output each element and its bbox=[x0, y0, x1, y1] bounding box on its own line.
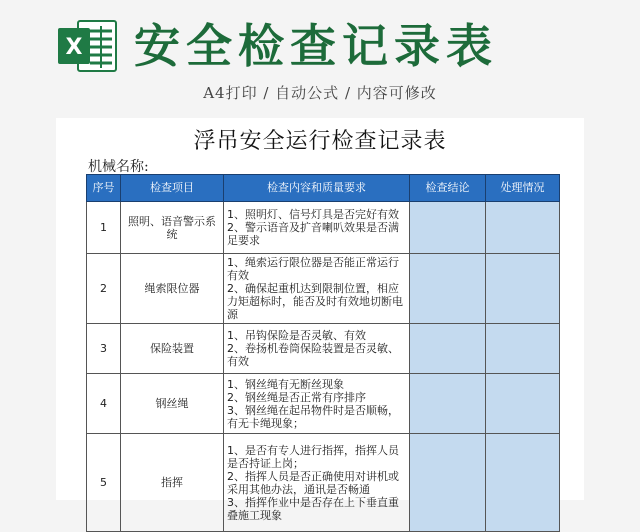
content-line: 2、确保起重机达到限制位置，相应力矩超标时，能否及时有效地切断电源 bbox=[227, 282, 403, 321]
table-row bbox=[87, 374, 560, 434]
conclusion-cell[interactable] bbox=[410, 254, 486, 324]
content-line: 3、指挥作业中是否存在上下垂直重叠施工现象 bbox=[227, 495, 399, 522]
content-line: 1、钢丝绳有无断丝现象 bbox=[227, 377, 344, 391]
row-no: 2 bbox=[87, 254, 121, 324]
content-line: 2、警示语音及扩音喇叭效果是否满足要求 bbox=[227, 221, 399, 247]
content-line: 2、卷扬机卷筒保险装置是否灵敏、有效 bbox=[227, 342, 399, 368]
row-no: 3 bbox=[87, 324, 121, 374]
handling-cell[interactable] bbox=[486, 434, 560, 532]
excel-logo-icon bbox=[56, 18, 118, 74]
conclusion-cell[interactable] bbox=[410, 374, 486, 434]
row-no: 1 bbox=[87, 202, 121, 254]
row-item: 绳索限位器 bbox=[121, 254, 224, 324]
logo-letter: X bbox=[65, 35, 83, 60]
header-conclusion: 检查结论 bbox=[410, 175, 486, 202]
table-row bbox=[87, 254, 560, 324]
row-content bbox=[224, 202, 410, 254]
conclusion-cell[interactable] bbox=[410, 434, 486, 532]
row-item: 指挥 bbox=[121, 434, 224, 532]
row-content bbox=[224, 324, 410, 374]
header-no: 序号 bbox=[87, 175, 121, 202]
handling-cell[interactable] bbox=[486, 324, 560, 374]
machine-name-label: 机械名称: bbox=[88, 159, 149, 175]
row-content bbox=[224, 254, 410, 324]
conclusion-cell[interactable] bbox=[410, 202, 486, 254]
handling-cell[interactable] bbox=[486, 254, 560, 324]
banner bbox=[0, 0, 640, 118]
header-item: 检查项目 bbox=[121, 175, 224, 202]
inspection-table bbox=[86, 174, 560, 532]
content-line: 1、吊钩保险是否灵敏、有效 bbox=[227, 329, 366, 342]
spreadsheet-sheet bbox=[56, 118, 584, 522]
content-line: 1、绳索运行限位器是否能正常运行有效 bbox=[227, 256, 399, 282]
banner-title: 安全检查记录表 bbox=[134, 19, 498, 73]
sheet-title: 浮吊安全运行检查记录表 bbox=[193, 129, 447, 154]
content-line: 2、钢丝绳是否正常有序排序 bbox=[227, 390, 366, 404]
row-item: 保险装置 bbox=[121, 324, 224, 374]
content-line: 2、指挥人员是否正确使用对讲机或采用其他办法，通讯是否畅通 bbox=[227, 469, 399, 496]
row-content bbox=[224, 434, 410, 532]
banner-subtitle: A4打印 / 自动公式 / 内容可修改 bbox=[203, 84, 437, 102]
handling-cell[interactable] bbox=[486, 374, 560, 434]
content-line: 3、钢丝绳在起吊物件时是否顺畅，有无卡绳现象； bbox=[227, 403, 399, 430]
row-item: 照明、语音警示系统 bbox=[121, 202, 224, 254]
row-content bbox=[224, 374, 410, 434]
header-content: 检查内容和质量要求 bbox=[224, 175, 410, 202]
table-row bbox=[87, 202, 560, 254]
row-no: 4 bbox=[87, 374, 121, 434]
table-row bbox=[87, 434, 560, 532]
content-line: 1、是否有专人进行指挥，指挥人员是否持证上岗； bbox=[227, 443, 399, 470]
content-line: 1、照明灯、信号灯具是否完好有效 bbox=[227, 208, 399, 221]
row-no: 5 bbox=[87, 434, 121, 532]
table-header-row bbox=[87, 175, 560, 202]
conclusion-cell[interactable] bbox=[410, 324, 486, 374]
header-handling: 处理情况 bbox=[486, 175, 560, 202]
table-row bbox=[87, 324, 560, 374]
row-item: 钢丝绳 bbox=[121, 374, 224, 434]
handling-cell[interactable] bbox=[486, 202, 560, 254]
